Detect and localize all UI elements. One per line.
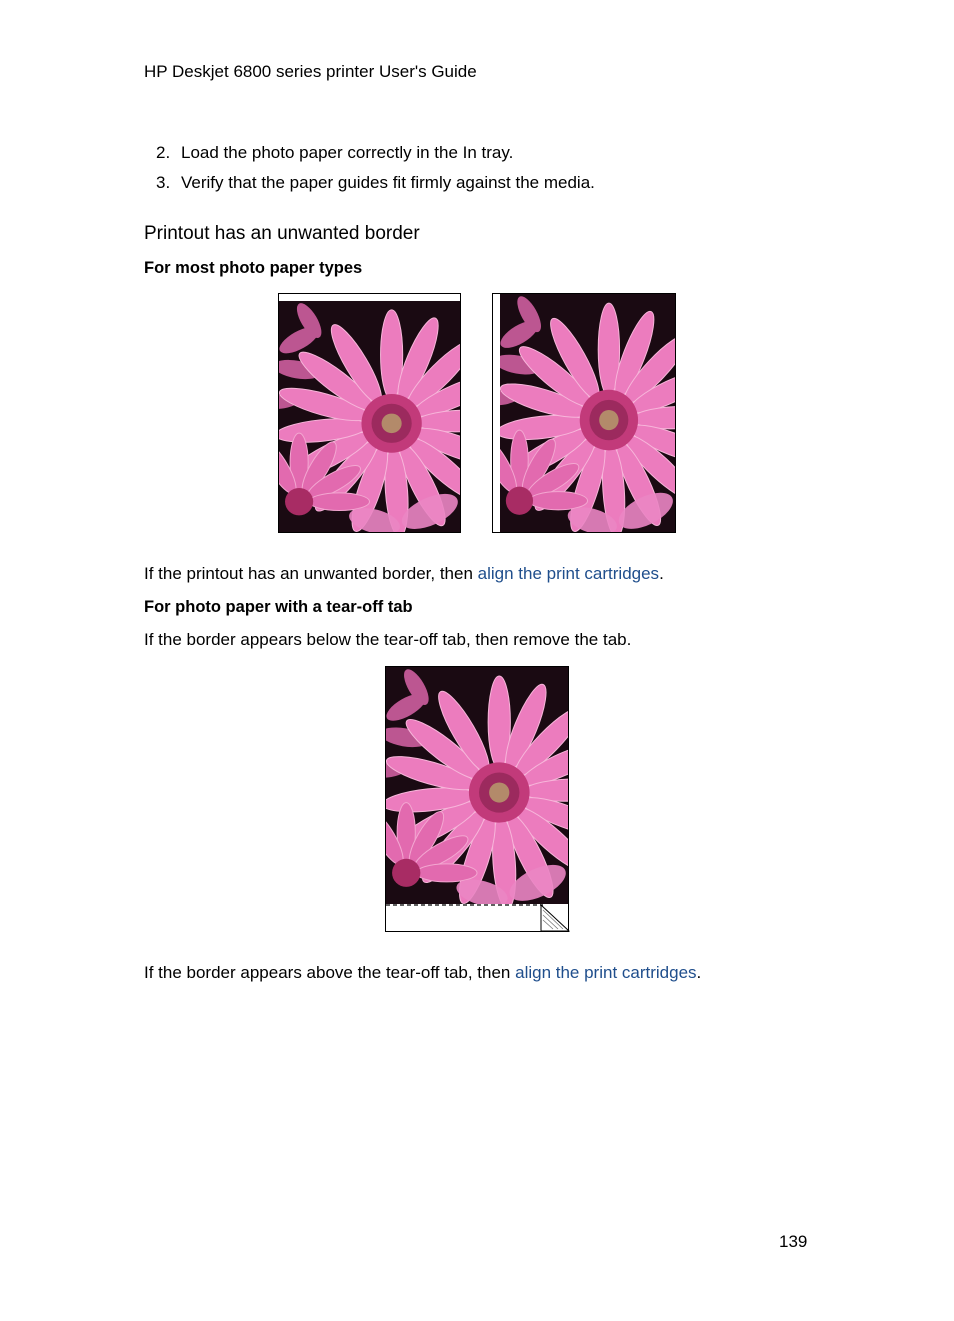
list-item-number: 3. (156, 173, 171, 192)
paragraph-text: If the printout has an unwanted border, then (144, 564, 478, 583)
photo-tear-off-tab-image (385, 666, 570, 932)
align-cartridges-link[interactable]: align the print cartridges (477, 564, 660, 583)
paragraph-above-tab (144, 963, 701, 983)
paragraph-unwanted-border (144, 564, 664, 584)
page-header: HP Deskjet 6800 series printer User's Guide (144, 62, 477, 81)
photo-border-top-image (278, 293, 461, 533)
paragraph-text: . (659, 564, 664, 583)
subsection-title-photo-types: For most photo paper types (144, 259, 363, 277)
section-title: Printout has an unwanted border (144, 223, 420, 244)
list-item-text: Verify that the paper guides fit firmly against the media. (181, 173, 595, 192)
list-item (156, 173, 595, 193)
page-number: 139 (779, 1232, 808, 1251)
list-item-text: Load the photo paper correctly in the In tray. (181, 143, 514, 162)
paragraph-text: If the border appears above the tear-off tab, then (144, 963, 516, 982)
align-cartridges-link[interactable]: align the print cartridges (515, 963, 697, 982)
paragraph-below-tab: If the border appears below the tear-off tab, then remove the tab. (144, 630, 632, 649)
list-item (156, 143, 513, 163)
subsection-title-tear-off-tab: For photo paper with a tear-off tab (144, 598, 413, 616)
paragraph-text: . (696, 963, 702, 982)
photo-border-left-image (492, 293, 676, 533)
list-item-number: 2. (156, 143, 171, 162)
